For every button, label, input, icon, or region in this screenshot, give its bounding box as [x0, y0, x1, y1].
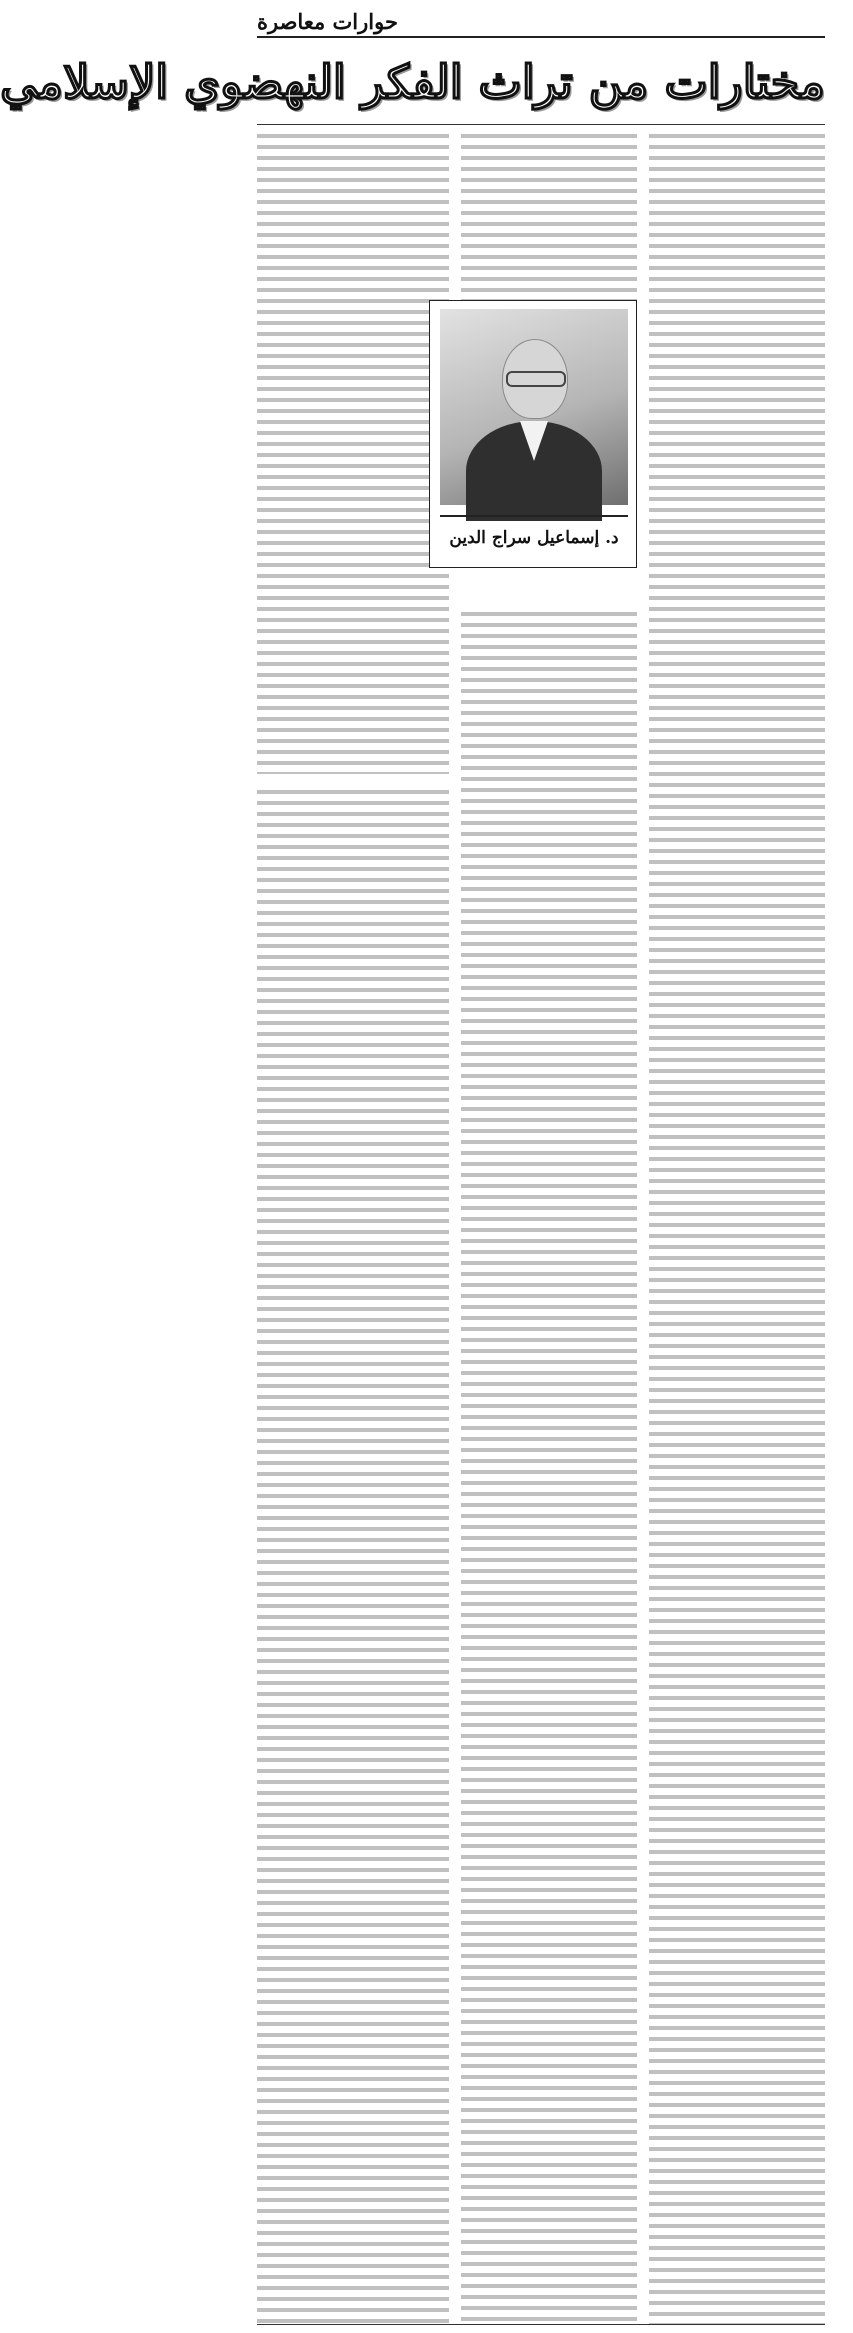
author-photo-glasses: [506, 371, 566, 387]
article-title: مختارات من تراث الفكر النهضوي الإسلامي: [0, 55, 825, 109]
section-title: حوارات معاصرة: [257, 9, 398, 34]
article-column-middle-lower: [461, 612, 637, 2324]
author-byline: د. إسماعيل سراج الدين: [440, 515, 628, 561]
article-column-left-lower: [257, 790, 449, 2324]
article-column-left-upper: [257, 134, 449, 774]
author-photo: [440, 309, 628, 505]
author-photo-box: [429, 300, 637, 568]
page-bottom-rule: [257, 2324, 825, 2325]
section-header: [257, 10, 825, 38]
title-divider: [257, 124, 825, 125]
article-column-right: [649, 134, 825, 2324]
